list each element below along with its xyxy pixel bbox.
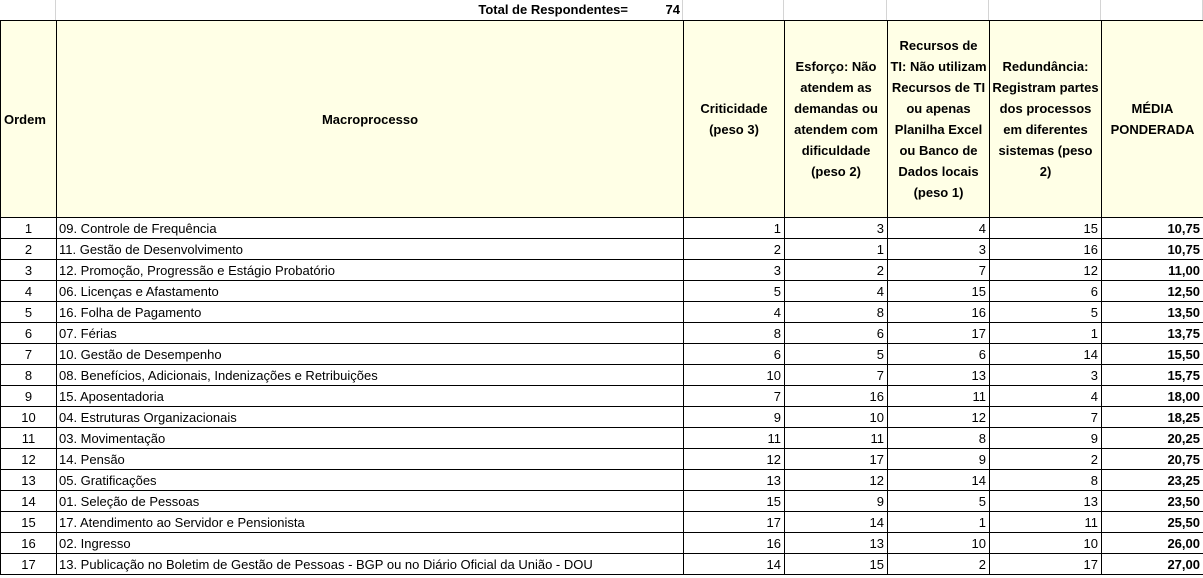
cell-recursos-ti[interactable]: 11 (888, 386, 990, 407)
cell-esforco[interactable]: 1 (785, 239, 888, 260)
cell-ordem[interactable]: 4 (1, 281, 57, 302)
table-body (1, 218, 1203, 575)
cell-esforco[interactable]: 8 (785, 302, 888, 323)
cell-recursos-ti[interactable]: 10 (888, 533, 990, 554)
cell-redundancia[interactable]: 15 (990, 218, 1102, 239)
cell-criticidade[interactable]: 14 (684, 554, 785, 575)
cell-recursos-ti[interactable]: 12 (888, 407, 990, 428)
cell-media-ponderada[interactable]: 25,50 (1102, 512, 1203, 533)
cell-media-ponderada[interactable]: 20,25 (1102, 428, 1203, 449)
grid-cell[interactable] (887, 0, 989, 20)
table-row (1, 260, 1203, 281)
header-media-ponderada[interactable]: MÉDIA PONDERADA (1102, 21, 1203, 218)
cell-redundancia[interactable]: 4 (990, 386, 1102, 407)
cell-media-ponderada[interactable]: 13,50 (1102, 302, 1203, 323)
cell-redundancia[interactable]: 12 (990, 260, 1102, 281)
cell-media-ponderada[interactable]: 15,75 (1102, 365, 1203, 386)
cell-macroprocesso[interactable]: 12. Promoção, Progressão e Estágio Probatório (57, 260, 684, 281)
cell-esforco[interactable]: 15 (785, 554, 888, 575)
cell-macroprocesso[interactable]: 09. Controle de Frequência (57, 218, 684, 239)
cell-esforco[interactable]: 11 (785, 428, 888, 449)
cell-esforco[interactable]: 2 (785, 260, 888, 281)
header-ordem[interactable]: Ordem (1, 21, 57, 218)
cell-macroprocesso[interactable]: 16. Folha de Pagamento (57, 302, 684, 323)
grid-cell[interactable] (1101, 0, 1203, 20)
cell-media-ponderada[interactable]: 13,75 (1102, 323, 1203, 344)
table-row (1, 512, 1203, 533)
cell-recursos-ti[interactable]: 2 (888, 554, 990, 575)
cell-media-ponderada[interactable]: 15,50 (1102, 344, 1203, 365)
cell-criticidade[interactable]: 4 (684, 302, 785, 323)
table-row (1, 554, 1203, 575)
table-row (1, 491, 1203, 512)
header-esforco[interactable]: Esforço: Não atendem as demandas ou atendem com dificuldade (peso 2) (785, 21, 888, 218)
table-row (1, 386, 1203, 407)
cell-criticidade[interactable]: 17 (684, 512, 785, 533)
header-macroprocesso[interactable]: Macroprocesso (57, 21, 684, 218)
cell-recursos-ti[interactable]: 5 (888, 491, 990, 512)
cell-esforco[interactable]: 9 (785, 491, 888, 512)
summary-row (0, 0, 1203, 21)
table-row (1, 323, 1203, 344)
cell-ordem[interactable]: 7 (1, 344, 57, 365)
cell-media-ponderada[interactable]: 18,25 (1102, 407, 1203, 428)
cell-redundancia[interactable]: 3 (990, 365, 1102, 386)
grid-cell[interactable] (0, 0, 56, 20)
cell-recursos-ti[interactable]: 15 (888, 281, 990, 302)
grid-cell[interactable] (784, 0, 887, 20)
table-row (1, 281, 1203, 302)
cell-esforco[interactable]: 4 (785, 281, 888, 302)
cell-redundancia[interactable]: 11 (990, 512, 1102, 533)
table-row (1, 218, 1203, 239)
cell-esforco[interactable]: 6 (785, 323, 888, 344)
cell-criticidade[interactable]: 16 (684, 533, 785, 554)
cell-media-ponderada[interactable]: 20,75 (1102, 449, 1203, 470)
cell-recursos-ti[interactable]: 13 (888, 365, 990, 386)
cell-redundancia[interactable]: 1 (990, 323, 1102, 344)
cell-ordem[interactable]: 17 (1, 554, 57, 575)
cell-recursos-ti[interactable]: 16 (888, 302, 990, 323)
cell-criticidade[interactable]: 2 (684, 239, 785, 260)
cell-ordem[interactable]: 10 (1, 407, 57, 428)
cell-macroprocesso[interactable]: 01. Seleção de Pessoas (57, 491, 684, 512)
cell-ordem[interactable]: 8 (1, 365, 57, 386)
cell-criticidade[interactable]: 1 (684, 218, 785, 239)
cell-recursos-ti[interactable]: 17 (888, 323, 990, 344)
cell-macroprocesso[interactable]: 11. Gestão de Desenvolvimento (57, 239, 684, 260)
cell-redundancia[interactable]: 14 (990, 344, 1102, 365)
cell-esforco[interactable]: 12 (785, 470, 888, 491)
cell-criticidade[interactable]: 11 (684, 428, 785, 449)
cell-ordem[interactable]: 6 (1, 323, 57, 344)
cell-criticidade[interactable]: 8 (684, 323, 785, 344)
table-row (1, 302, 1203, 323)
cell-recursos-ti[interactable]: 9 (888, 449, 990, 470)
cell-macroprocesso[interactable]: 08. Benefícios, Adicionais, Indenizações e Retribuições (57, 365, 684, 386)
cell-criticidade[interactable]: 7 (684, 386, 785, 407)
cell-criticidade[interactable]: 3 (684, 260, 785, 281)
cell-ordem[interactable]: 15 (1, 512, 57, 533)
cell-recursos-ti[interactable]: 8 (888, 428, 990, 449)
table-row (1, 470, 1203, 491)
cell-media-ponderada[interactable]: 23,50 (1102, 491, 1203, 512)
cell-ordem[interactable]: 9 (1, 386, 57, 407)
cell-recursos-ti[interactable]: 3 (888, 239, 990, 260)
cell-redundancia[interactable]: 16 (990, 239, 1102, 260)
cell-recursos-ti[interactable]: 7 (888, 260, 990, 281)
cell-macroprocesso[interactable]: 03. Movimentação (57, 428, 684, 449)
cell-esforco[interactable]: 16 (785, 386, 888, 407)
cell-recursos-ti[interactable]: 4 (888, 218, 990, 239)
cell-media-ponderada[interactable]: 18,00 (1102, 386, 1203, 407)
cell-ordem[interactable]: 5 (1, 302, 57, 323)
cell-redundancia[interactable]: 7 (990, 407, 1102, 428)
cell-macroprocesso[interactable]: 04. Estruturas Organizacionais (57, 407, 684, 428)
table-row (1, 344, 1203, 365)
total-respondents-value[interactable]: 74 (665, 2, 680, 17)
cell-recursos-ti[interactable]: 6 (888, 344, 990, 365)
cell-media-ponderada[interactable]: 11,00 (1102, 260, 1203, 281)
cell-redundancia[interactable]: 8 (990, 470, 1102, 491)
table-row (1, 239, 1203, 260)
cell-media-ponderada[interactable]: 27,00 (1102, 554, 1203, 575)
cell-criticidade[interactable]: 13 (684, 470, 785, 491)
table-row (1, 428, 1203, 449)
cell-macroprocesso[interactable]: 13. Publicação no Boletim de Gestão de Pessoas - BGP ou no Diário Oficial da União - DOU (57, 554, 684, 575)
cell-criticidade[interactable]: 12 (684, 449, 785, 470)
cell-media-ponderada[interactable]: 26,00 (1102, 533, 1203, 554)
table-row (1, 407, 1203, 428)
cell-redundancia[interactable]: 9 (990, 428, 1102, 449)
cell-ordem[interactable]: 11 (1, 428, 57, 449)
total-respondents-label: Total de Respondentes= (478, 2, 628, 17)
cell-ordem[interactable]: 12 (1, 449, 57, 470)
ranking-table (0, 20, 1203, 575)
cell-ordem[interactable]: 13 (1, 470, 57, 491)
cell-macroprocesso[interactable]: 06. Licenças e Afastamento (57, 281, 684, 302)
cell-macroprocesso[interactable]: 02. Ingresso (57, 533, 684, 554)
cell-macroprocesso[interactable]: 15. Aposentadoria (57, 386, 684, 407)
header-recursos-ti[interactable]: Recursos de TI: Não utilizam Recursos de TI ou apenas Planilha Excel ou Banco de Dados locais (peso 1) (888, 21, 990, 218)
cell-recursos-ti[interactable]: 1 (888, 512, 990, 533)
header-row (1, 21, 1203, 218)
cell-criticidade[interactable]: 5 (684, 281, 785, 302)
cell-criticidade[interactable]: 10 (684, 365, 785, 386)
cell-redundancia[interactable]: 13 (990, 491, 1102, 512)
cell-ordem[interactable]: 3 (1, 260, 57, 281)
cell-criticidade[interactable]: 6 (684, 344, 785, 365)
cell-media-ponderada[interactable]: 12,50 (1102, 281, 1203, 302)
cell-macroprocesso[interactable]: 05. Gratificações (57, 470, 684, 491)
cell-redundancia[interactable]: 10 (990, 533, 1102, 554)
cell-ordem[interactable]: 1 (1, 218, 57, 239)
cell-macroprocesso[interactable]: 17. Atendimento ao Servidor e Pensionista (57, 512, 684, 533)
cell-esforco[interactable]: 7 (785, 365, 888, 386)
cell-ordem[interactable]: 16 (1, 533, 57, 554)
cell-esforco[interactable]: 14 (785, 512, 888, 533)
grid-cell[interactable] (683, 0, 784, 20)
cell-media-ponderada[interactable]: 23,25 (1102, 470, 1203, 491)
cell-criticidade[interactable]: 15 (684, 491, 785, 512)
cell-esforco[interactable]: 17 (785, 449, 888, 470)
grid-cell[interactable] (989, 0, 1101, 20)
table-row (1, 533, 1203, 554)
cell-media-ponderada[interactable]: 10,75 (1102, 218, 1203, 239)
header-redundancia[interactable]: Redundância: Registram partes dos processos em diferentes sistemas (peso 2) (990, 21, 1102, 218)
cell-criticidade[interactable]: 9 (684, 407, 785, 428)
cell-macroprocesso[interactable]: 07. Férias (57, 323, 684, 344)
cell-esforco[interactable]: 13 (785, 533, 888, 554)
cell-ordem[interactable]: 2 (1, 239, 57, 260)
header-criticidade[interactable]: Criticidade (peso 3) (684, 21, 785, 218)
cell-ordem[interactable]: 14 (1, 491, 57, 512)
cell-redundancia[interactable]: 6 (990, 281, 1102, 302)
table-row (1, 449, 1203, 470)
cell-redundancia[interactable]: 5 (990, 302, 1102, 323)
cell-recursos-ti[interactable]: 14 (888, 470, 990, 491)
cell-macroprocesso[interactable]: 10. Gestão de Desempenho (57, 344, 684, 365)
cell-esforco[interactable]: 3 (785, 218, 888, 239)
cell-esforco[interactable]: 10 (785, 407, 888, 428)
cell-redundancia[interactable]: 2 (990, 449, 1102, 470)
cell-media-ponderada[interactable]: 10,75 (1102, 239, 1203, 260)
table-row (1, 365, 1203, 386)
cell-macroprocesso[interactable]: 14. Pensão (57, 449, 684, 470)
cell-redundancia[interactable]: 17 (990, 554, 1102, 575)
cell-esforco[interactable]: 5 (785, 344, 888, 365)
